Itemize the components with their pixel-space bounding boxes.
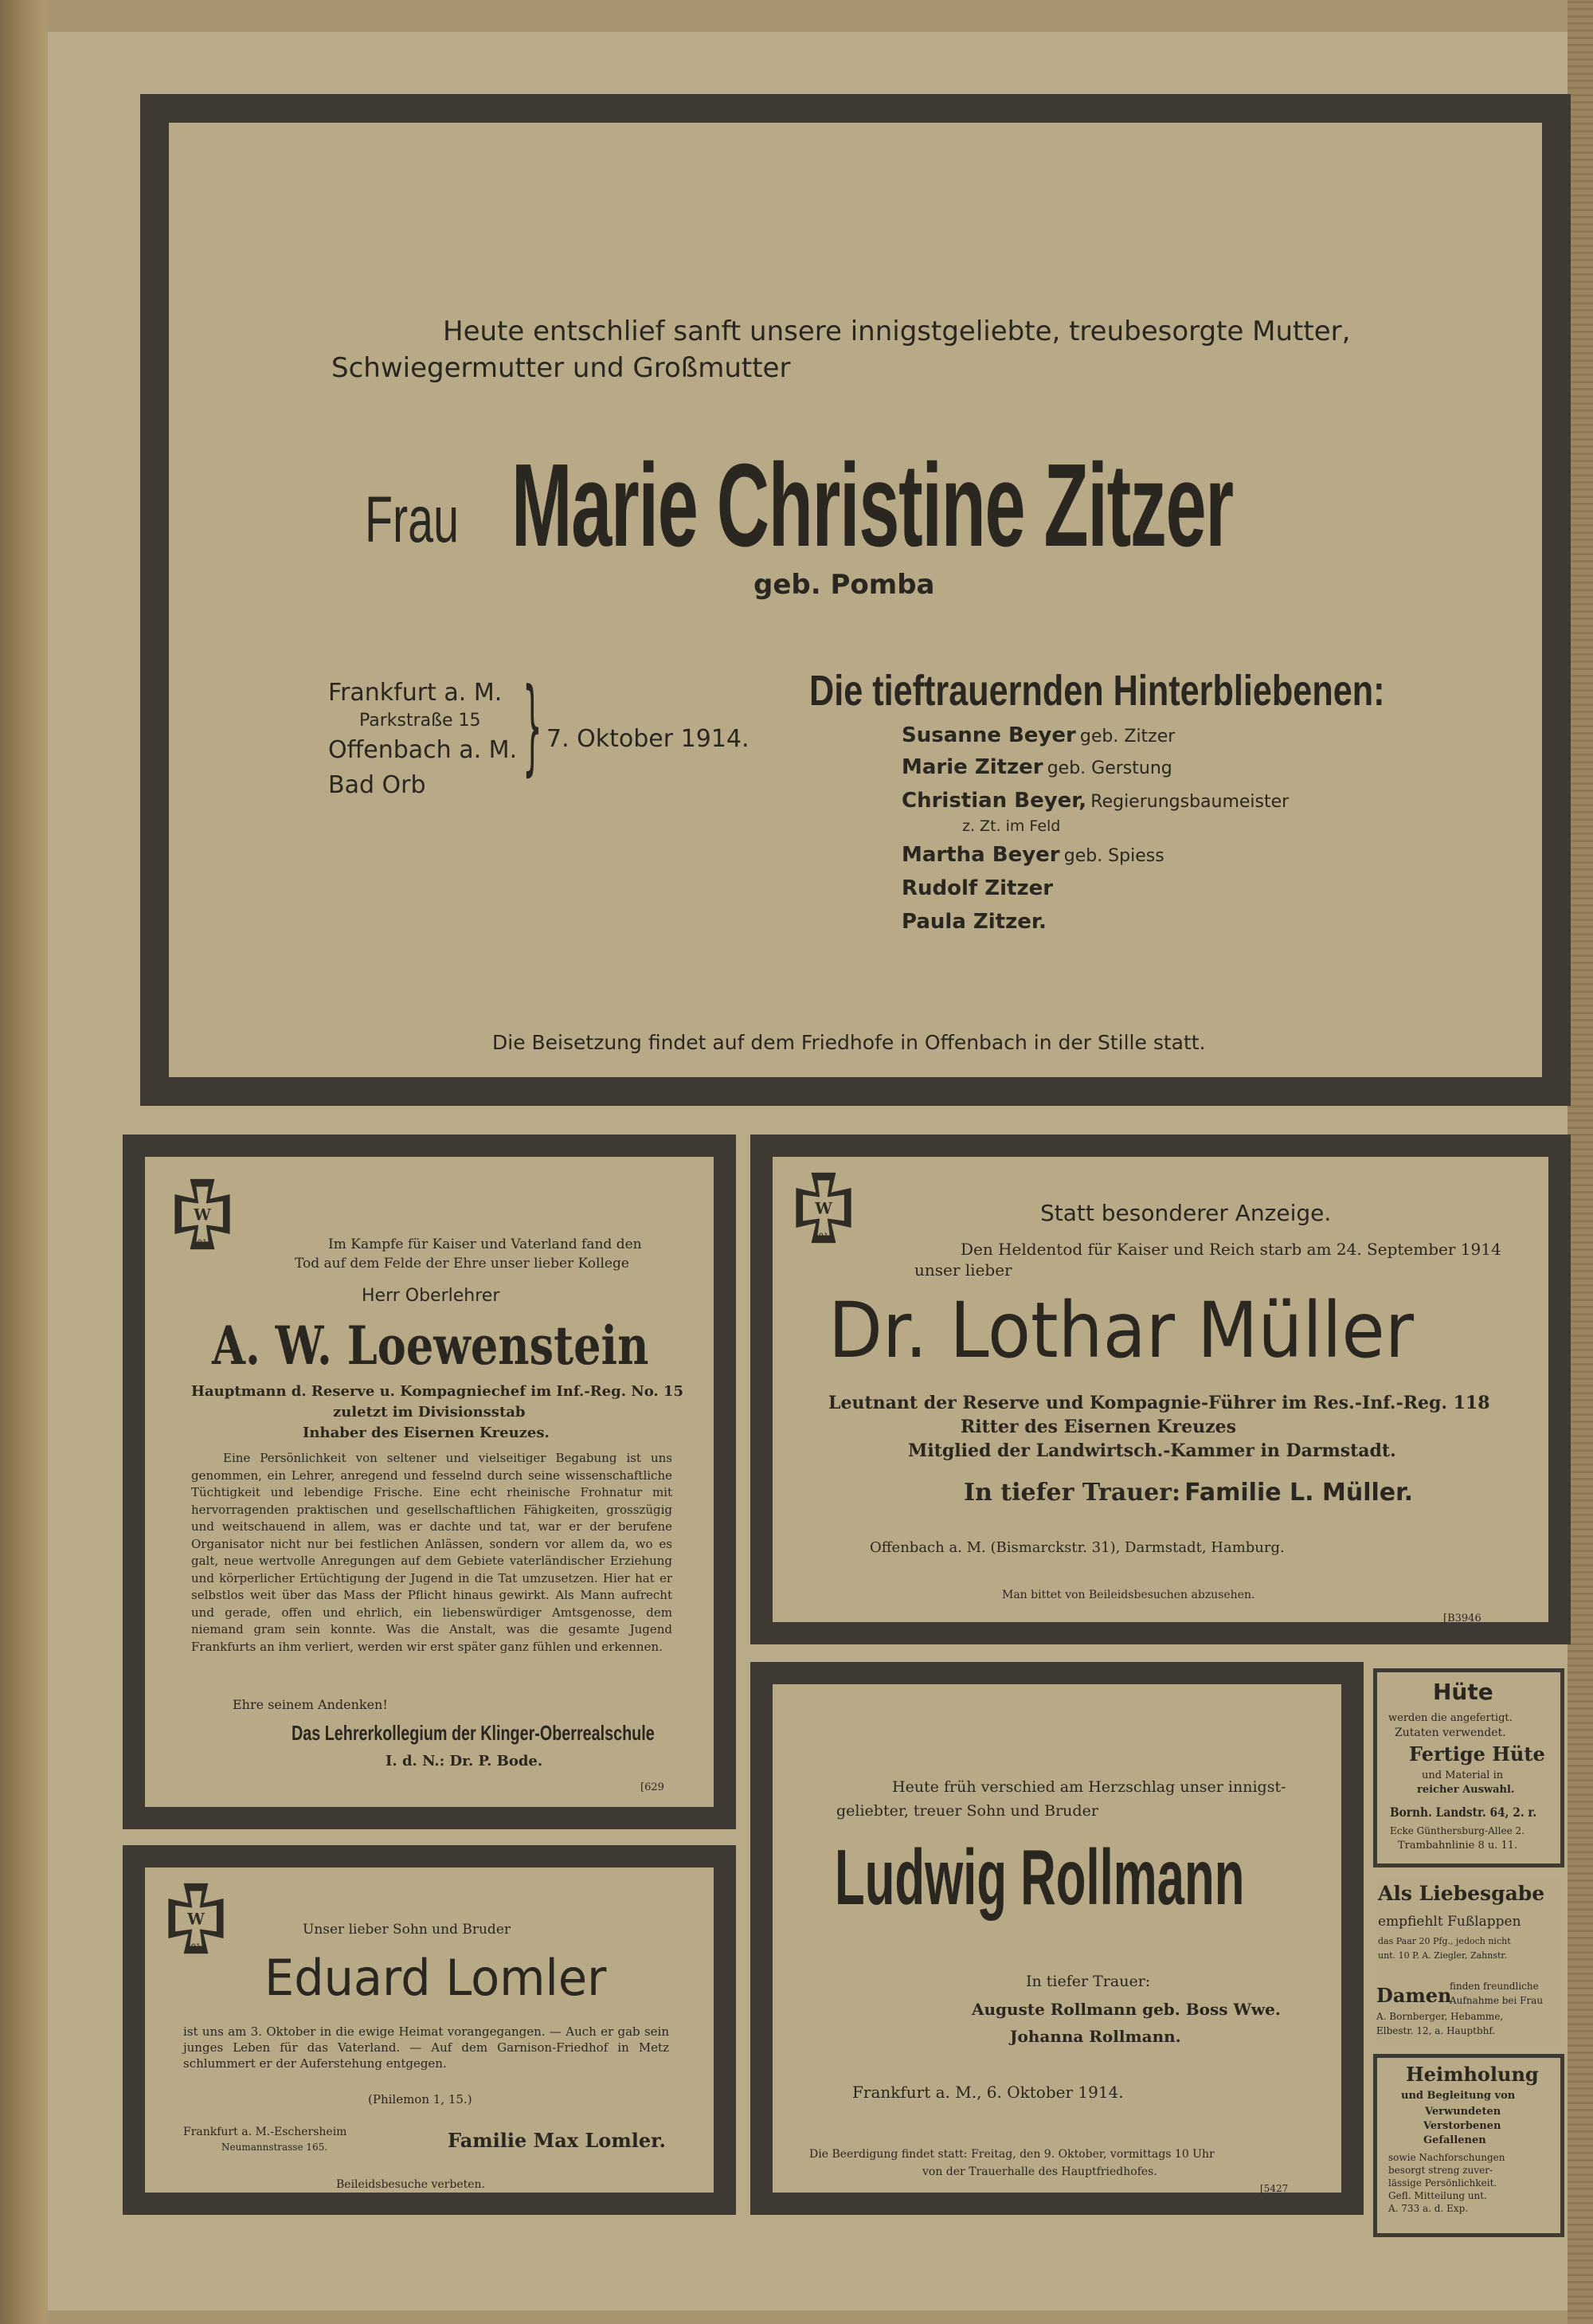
ad-huete	[1373, 1668, 1564, 1867]
family: Familie Max Lomler.	[448, 2129, 666, 2152]
ad-line: Gefallenen	[1423, 2134, 1486, 2146]
mourning-heading: In tiefer Trauer:	[1026, 1973, 1151, 1990]
loewenstein-obituary	[123, 1135, 736, 1829]
cross-letter: W	[194, 1205, 211, 1225]
rank-line-3: Inhaber des Eisernen Kreuzes.	[303, 1425, 550, 1441]
ad-line: A. 733 a. d. Exp.	[1388, 2203, 1469, 2214]
deceased-name: Marie Christine Zitzer	[511, 440, 1233, 571]
ad-address-2: Ecke Günthersburg-Allee 2.	[1390, 1825, 1525, 1836]
mourner-1: Auguste Rollmann geb. Boss Wwe.	[972, 2000, 1281, 2019]
ad-title: Heimholung	[1406, 2063, 1539, 2086]
cross-year: 1914	[813, 1232, 834, 1241]
mourning-prefix: In tiefer Trauer:	[964, 1479, 1181, 1507]
ad-line: Aufnahme bei Frau	[1450, 1995, 1544, 2006]
mourner	[902, 876, 1053, 900]
intro-line-2: Schwiegermutter und Großmutter	[331, 352, 791, 384]
intro-line-2: Tod auf dem Felde der Ehre unser lieber Kollege	[295, 1256, 629, 1272]
ad-line: finden freundliche	[1450, 1981, 1539, 1992]
burial-note: Die Beisetzung findet auf dem Friedhofe in Offenbach in der Stille statt.	[492, 1031, 1206, 1054]
rank-line-1: Hauptmann d. Reserve u. Kompagniechef im Inf.-Reg. No. 15	[191, 1383, 683, 1400]
deceased-name: Dr. Lothar Müller	[828, 1286, 1415, 1375]
reference-number: [B3946	[1443, 1613, 1481, 1624]
maiden-name: geb. Pomba	[753, 569, 935, 601]
deceased-name: Eduard Lomler	[264, 1949, 607, 2007]
intro-line-1: Im Kampfe für Kaiser und Vaterland fand den	[328, 1236, 642, 1252]
place-street: Parkstraße 15	[359, 711, 481, 731]
place: Frankfurt a. M.-Eschersheim	[183, 2126, 347, 2138]
intro-line-2: unser lieber	[914, 1260, 1012, 1280]
intro-line-1: Heute entschlief sanft unsere innigstgeliebte, treubesorgte Mutter,	[443, 315, 1351, 347]
line-3: Mitglied der Landwirtsch.-Kammer in Darmstadt.	[908, 1440, 1396, 1461]
mourning-frame	[750, 1662, 1364, 2215]
line-1: Leutnant der Reserve und Kompagnie-Führer im Res.-Inf.-Reg. 118	[828, 1393, 1490, 1413]
body-text: ist uns am 3. Oktober in die ewige Heimat vorangegangen. — Auch er gab sein junges Leben für das Vaterland. — Auf dem Garnison-Friedhof in Metz schlummert er der Auferstehung entgegen.	[183, 2024, 669, 2071]
ad-line: Elbestr. 12, a. Hauptbhf.	[1376, 2025, 1496, 2036]
line-2: Ritter des Eisernen Kreuzes	[961, 1417, 1236, 1437]
ad-line: lässige Persönlichkeit.	[1388, 2177, 1497, 2189]
header: Statt besonderer Anzeige.	[1040, 1200, 1332, 1226]
cross-year: 1914	[192, 1238, 213, 1248]
main-obituary	[140, 94, 1571, 1106]
reference-number: [5427	[1260, 2183, 1289, 2194]
rank-line-2: zuletzt im Divisionsstab	[333, 1404, 526, 1421]
ad-line: A. Bornberger, Hebamme,	[1376, 2011, 1504, 2022]
notice-date: Frankfurt a. M., 6. Oktober 1914.	[852, 2083, 1124, 2102]
iron-cross-icon	[158, 1880, 234, 1957]
ad-line: Zutaten verwendet.	[1395, 1726, 1506, 1739]
reference-number: [629	[640, 1781, 664, 1793]
mourner	[902, 910, 1047, 934]
street: Neumannstrasse 165.	[221, 2142, 328, 2153]
intro-line-1: Heute früh verschied am Herzschlag unser innigst-	[892, 1778, 1286, 1796]
verse: (Philemon 1, 15.)	[368, 2092, 472, 2106]
mourner-name: Marie Zitzer	[902, 755, 1043, 779]
notice-date: 7. Oktober 1914.	[546, 725, 750, 753]
mourner-note: geb. Zitzer	[1079, 727, 1176, 747]
mourner-name: Paula Zitzer.	[902, 910, 1047, 934]
mourner-2: Johanna Rollmann.	[1010, 2027, 1181, 2046]
burial-line-1: Die Beerdigung findet statt: Freitag, den 9. Oktober, vormittags 10 Uhr	[809, 2148, 1215, 2161]
place-bad-orb: Bad Orb	[328, 771, 426, 799]
visit-note: Beileidsbesuche verbeten.	[336, 2178, 485, 2191]
mourner	[962, 817, 1060, 835]
ad-line: besorgt streng zuver-	[1388, 2165, 1493, 2176]
ad-line: und Material in	[1422, 1769, 1504, 1781]
page-edge	[1568, 0, 1593, 2324]
mourner-note: z. Zt. im Feld	[962, 817, 1061, 835]
ad-address-3: Trambahnlinie 8 u. 11.	[1398, 1840, 1518, 1852]
mourner	[902, 755, 1172, 779]
mourning-family: Familie L. Müller.	[1184, 1479, 1414, 1507]
signature-2: I. d. N.: Dr. P. Bode.	[386, 1753, 543, 1769]
mourners-heading: Die tieftrauernden Hinterbliebenen:	[809, 667, 1385, 715]
ad-line: reicher Auswahl.	[1417, 1784, 1515, 1796]
ad-title: Als Liebesgabe	[1378, 1882, 1545, 1905]
mourner-name: Christian Beyer,	[902, 789, 1087, 813]
ad-line: und Begleitung von	[1401, 2090, 1516, 2102]
closing: Ehre seinem Andenken!	[233, 1697, 388, 1712]
place-frankfurt: Frankfurt a. M.	[328, 679, 503, 707]
ad-liebesgabe	[1373, 1877, 1564, 1974]
ad-line: unt. 10 P. A. Ziegler, Zahnstr.	[1378, 1950, 1507, 1961]
iron-cross-icon	[164, 1176, 241, 1252]
mourner-note: Regierungsbaumeister	[1090, 792, 1290, 812]
mourner	[902, 789, 1289, 813]
ad-line: das Paar 20 Pfg., jedoch nicht	[1378, 1936, 1511, 1946]
name-prefix: Frau	[365, 484, 460, 556]
mourning-line	[964, 1479, 1413, 1507]
intro: Unser lieber Sohn und Bruder	[303, 1922, 511, 1938]
burial-line-2: von der Trauerhalle des Hauptfriedhofes.	[922, 2165, 1157, 2178]
cross-letter: W	[815, 1199, 832, 1218]
mourner-note: geb. Gerstung	[1047, 758, 1172, 778]
ad-line: Gefl. Mitteilung unt.	[1388, 2190, 1487, 2201]
ad-title: Damen	[1376, 1984, 1452, 2007]
mourner-name: Rudolf Zitzer	[902, 876, 1054, 900]
title: Herr Oberlehrer	[362, 1286, 500, 1306]
ad-title-2: Fertige Hüte	[1409, 1742, 1545, 1766]
place-offenbach: Offenbach a. M.	[328, 736, 518, 764]
intro-line-2: geliebter, treuer Sohn und Bruder	[836, 1802, 1098, 1820]
mourner-note: geb. Spiess	[1063, 846, 1164, 866]
intro-line-1: Den Heldentod für Kaiser und Reich starb am 24. September 1914	[961, 1240, 1501, 1259]
iron-cross-icon	[785, 1170, 862, 1246]
mourner	[902, 843, 1164, 867]
ad-line: sowie Nachforschungen	[1388, 2152, 1505, 2163]
ad-heimholung	[1373, 2054, 1564, 2237]
deceased-name: Ludwig Rollmann	[835, 1833, 1245, 1921]
ad-line: Verwundeten	[1425, 2106, 1501, 2118]
brace: }	[523, 665, 542, 786]
mourner-name: Martha Beyer	[902, 843, 1060, 867]
mourner	[902, 723, 1175, 747]
lomler-obituary	[123, 1845, 736, 2215]
tribute-text: Eine Persönlichkeit von seltener und vielseitiger Begabung ist uns genommen, ein Lehrer, anregend und fesselnd durch seine wissenschaftliche Tüchtigkeit und lebendige Frische. Eine echt rheinische Frohnatur mit hervorragenden praktischen und gesellschaftlichen Fähigkeiten, grosszügig und weitschauend in allem, was er dachte und tat, war er der berufene Organisator nicht nur bei festlichen Anlässen, sondern vor allem da, wo es galt, neue wertvolle Anregungen auf dem Gebiete vaterländischer Erziehung und körperlicher Ertüchtigung der Jugend in die Tat umzusetzen. Hier hat er selbstlos weit über das Mass der Pflicht hinaus gewirkt. Als Mann aufrecht und gerade, offen und ehrlich, ein liebenswürdiger Amtsgenosse, dem niemand gram sein konnte. Was die Anstalt, was die gesamte Jugend Frankfurts an ihm verliert, werden wir erst später ganz fühlen und erkennen.	[191, 1451, 672, 1654]
places: Offenbach a. M. (Bismarckstr. 31), Darmstadt, Hamburg.	[870, 1539, 1285, 1556]
signature: Das Lehrerkollegium der Klinger-Oberrealschule	[292, 1721, 655, 1745]
deceased-name: A. W. Loewenstein	[212, 1315, 649, 1377]
book-spine	[0, 0, 48, 2324]
cross-letter: W	[187, 1910, 205, 1929]
visit-note: Man bittet von Beileidsbesuchen abzusehen.	[1002, 1589, 1255, 1601]
mueller-obituary	[750, 1135, 1571, 1644]
ad-line: werden die angefertigt.	[1388, 1712, 1513, 1724]
cross-year: 1914	[186, 1942, 206, 1952]
mourner-name: Susanne Beyer	[902, 723, 1076, 747]
ad-damen	[1373, 1977, 1564, 2046]
ad-line: Verstorbenen	[1423, 2120, 1501, 2132]
ad-line: empfiehlt Fußlappen	[1378, 1914, 1521, 1930]
ad-address: Bornh. Landstr. 64, 2. r.	[1390, 1805, 1537, 1820]
ad-title: Hüte	[1433, 1679, 1493, 1705]
rollmann-obituary	[750, 1662, 1364, 2215]
